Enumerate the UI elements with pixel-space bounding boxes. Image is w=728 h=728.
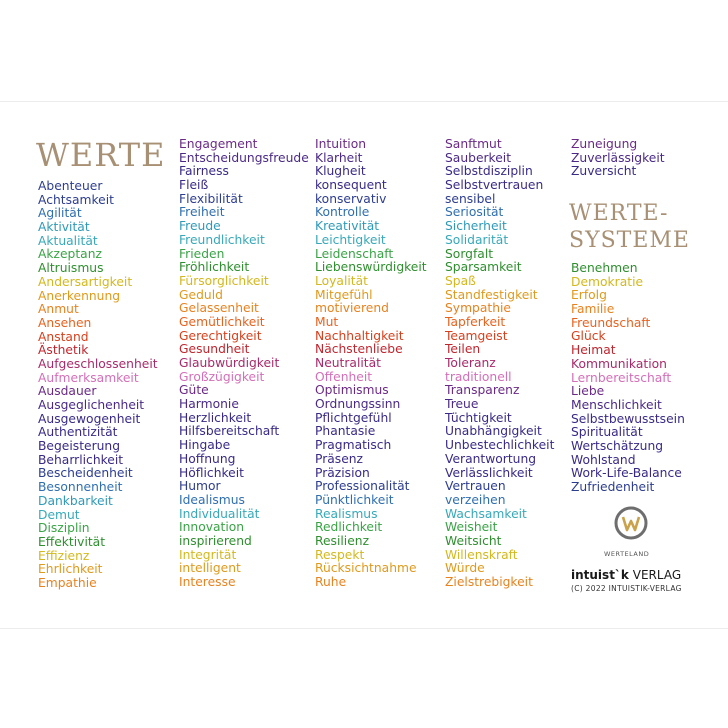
value-item: Klugheit: [315, 164, 366, 179]
value-item: motivierend: [315, 301, 389, 316]
value-item: Selbstbewusstsein: [571, 411, 685, 426]
copyright: (C) 2022 INTUISTIK-VERLAG: [571, 584, 682, 593]
value-item: Empathie: [38, 575, 97, 590]
value-item: Lernbereitschaft: [571, 370, 672, 385]
systems-title: [569, 200, 690, 254]
value-item: Leidenschaft: [315, 246, 394, 261]
systems-list: [571, 262, 685, 495]
value-item: Spiritualität: [571, 425, 643, 440]
value-item: Entscheidungsfreude: [179, 150, 309, 165]
value-item: Hoffnung: [179, 451, 236, 466]
value-item: Fairness: [179, 164, 229, 179]
value-item: inspirierend: [179, 533, 252, 548]
value-item: Liebe: [571, 384, 605, 399]
value-item: Loyalität: [315, 273, 368, 288]
value-item: Liebenswürdigkeit: [315, 260, 427, 275]
value-item: Altruismus: [38, 261, 104, 276]
value-item: Leichtigkeit: [315, 232, 386, 247]
value-item: Anmut: [38, 302, 79, 317]
value-item: Professionalität: [315, 479, 410, 494]
value-item: Dankbarkeit: [38, 493, 113, 508]
value-item: Gemütlichkeit: [179, 314, 265, 329]
value-item: Sicherheit: [445, 219, 507, 234]
value-item: Herzlichkeit: [179, 410, 252, 425]
value-item: Agilität: [38, 206, 82, 221]
value-item: Sympathie: [445, 301, 511, 316]
value-item: Disziplin: [38, 521, 90, 536]
value-item: Verlässlichkeit: [445, 465, 533, 480]
value-item: Realismus: [315, 506, 378, 521]
value-item: Selbstdisziplin: [445, 164, 533, 179]
value-item: Work-Life-Balance: [571, 466, 682, 481]
value-item: Individualität: [179, 506, 260, 521]
value-item: Phantasie: [315, 424, 376, 439]
value-item: Aufgeschlossenheit: [38, 356, 158, 371]
value-item: Achtsamkeit: [38, 192, 114, 207]
publisher-suffix: VERLAG: [628, 568, 682, 582]
value-item: Offenheit: [315, 369, 373, 384]
value-item: Resilienz: [315, 533, 370, 548]
values-card: [0, 101, 728, 629]
value-item: Wertschätzung: [571, 438, 664, 453]
value-item: sensibel: [445, 191, 496, 206]
value-item: Verantwortung: [445, 451, 537, 466]
value-item: Respekt: [315, 547, 365, 562]
value-item: Seriosität: [445, 205, 504, 220]
value-item: Toleranz: [445, 356, 496, 370]
value-item: Harmonie: [179, 397, 239, 412]
value-item: Selbstvertrauen: [445, 178, 544, 193]
value-item: Heimat: [571, 343, 616, 358]
value-item: Integrität: [179, 547, 237, 562]
value-item: Abenteuer: [38, 179, 103, 193]
value-item: Nachhaltigkeit: [315, 328, 404, 343]
value-item: Rücksichtnahme: [315, 561, 417, 576]
value-item: Flexibilität: [179, 191, 243, 206]
publisher-name: [571, 568, 681, 582]
value-item: Pflichtgefühl: [315, 410, 392, 425]
value-item: Freundlichkeit: [179, 232, 265, 247]
value-item: Aktualität: [38, 233, 98, 248]
value-item: Gerechtigkeit: [179, 328, 262, 343]
value-item: Zuversicht: [571, 164, 637, 179]
werteland-logo-icon: [614, 506, 648, 540]
value-item: Freiheit: [179, 205, 225, 220]
value-item: Spaß: [445, 273, 476, 288]
value-item: Familie: [571, 302, 615, 317]
values-column-1: [38, 180, 158, 591]
value-item: Präzision: [315, 465, 370, 480]
value-item: Nächstenliebe: [315, 342, 403, 357]
value-item: Transparenz: [445, 383, 520, 398]
value-item: Demut: [38, 507, 80, 522]
value-item: Teilen: [445, 342, 481, 357]
value-item: Güte: [179, 383, 209, 398]
value-item: Akzeptanz: [38, 247, 102, 262]
value-item: Tüchtigkeit: [445, 410, 512, 425]
value-item: konsequent: [315, 178, 387, 193]
value-item: Ausgeglichenheit: [38, 398, 145, 412]
value-item: Neutralität: [315, 356, 381, 370]
value-item: konservativ: [315, 191, 387, 206]
value-item: Großzügigkeit: [179, 369, 265, 384]
value-item: Ausgewogenheit: [38, 411, 141, 426]
value-item: Würde: [445, 561, 485, 576]
value-item: Pragmatisch: [315, 438, 392, 453]
value-item: Hingabe: [179, 438, 231, 453]
values-column-3: [315, 138, 427, 590]
value-item: Willenskraft: [445, 547, 518, 562]
value-item: Wachsamkeit: [445, 506, 527, 521]
value-item: Sorgfalt: [445, 246, 494, 261]
value-item: Sanftmut: [445, 137, 502, 151]
value-item: Wohlstand: [571, 452, 636, 467]
value-item: Teamgeist: [445, 328, 508, 343]
value-item: Fürsorglichkeit: [179, 273, 269, 288]
value-item: Solidarität: [445, 232, 509, 247]
value-item: Ausdauer: [38, 384, 97, 399]
systems-title-line-1: WERTE-: [569, 201, 669, 226]
value-item: Engagement: [179, 137, 258, 151]
value-item: Hilfsbereitschaft: [179, 424, 280, 439]
value-item: Ruhe: [315, 575, 347, 589]
value-item: Weitsicht: [445, 533, 502, 548]
publisher-brand: intuist`k: [571, 568, 629, 582]
value-item: Mitgefühl: [315, 287, 373, 302]
value-item: Optimismus: [315, 383, 389, 398]
value-item: Standfestigkeit: [445, 287, 538, 302]
value-item: Idealismus: [179, 492, 245, 507]
values-column-5: [571, 138, 665, 179]
values-column-4: [445, 138, 554, 590]
value-item: Höflichkeit: [179, 465, 244, 480]
value-item: Gelassenheit: [179, 301, 259, 316]
value-item: Aktivität: [38, 220, 90, 235]
value-item: Zuverlässigkeit: [571, 150, 665, 165]
value-item: Sauberkeit: [445, 150, 512, 165]
value-item: Kontrolle: [315, 205, 370, 220]
value-item: Besonnenheit: [38, 480, 123, 495]
logo-label: WERTELAND: [604, 550, 650, 558]
value-item: intelligent: [179, 561, 241, 576]
value-item: Fleiß: [179, 178, 209, 193]
value-item: Treue: [445, 397, 479, 412]
value-item: Innovation: [179, 520, 245, 535]
value-item: Weisheit: [445, 520, 498, 535]
value-item: Ordnungssinn: [315, 397, 401, 412]
value-item: Anstand: [38, 329, 89, 344]
value-item: Gesundheit: [179, 342, 250, 357]
value-item: Erfolg: [571, 288, 607, 303]
value-item: Ansehen: [38, 315, 92, 330]
value-item: Zufriedenheit: [571, 480, 655, 494]
page-title: WERTE: [36, 136, 166, 174]
value-item: Kommunikation: [571, 356, 667, 371]
value-item: Beharrlichkeit: [38, 452, 124, 467]
value-item: Unbestechlichkeit: [445, 438, 555, 453]
value-item: Ästhetik: [38, 343, 89, 358]
value-item: Intuition: [315, 137, 367, 151]
value-item: Aufmerksamkeit: [38, 370, 139, 385]
value-item: Sparsamkeit: [445, 260, 522, 275]
value-item: Humor: [179, 479, 221, 494]
value-item: Glaubwürdigkeit: [179, 356, 280, 370]
systems-title-line-2: SYSTEME: [569, 228, 690, 253]
value-item: traditionell: [445, 369, 512, 384]
value-item: Unabhängigkeit: [445, 424, 542, 439]
value-item: Andersartigkeit: [38, 274, 133, 289]
value-item: Menschlichkeit: [571, 397, 662, 412]
value-item: Klarheit: [315, 150, 363, 165]
value-item: Pünktlichkeit: [315, 492, 394, 507]
value-item: Demokratie: [571, 274, 644, 289]
value-item: Effizienz: [38, 548, 90, 563]
value-item: Ehrlichkeit: [38, 562, 103, 577]
value-item: Geduld: [179, 287, 223, 302]
value-item: Fröhlichkeit: [179, 260, 250, 275]
value-item: Mut: [315, 314, 339, 329]
value-item: Interesse: [179, 575, 236, 589]
value-item: Zuneigung: [571, 137, 638, 151]
value-item: Präsenz: [315, 451, 364, 466]
value-item: Authentizität: [38, 425, 118, 440]
value-item: Redlichkeit: [315, 520, 383, 535]
value-item: Freude: [179, 219, 221, 234]
value-item: Anerkennung: [38, 288, 121, 303]
value-item: verzeihen: [445, 492, 506, 507]
value-item: Zielstrebigkeit: [445, 575, 533, 589]
value-item: Glück: [571, 329, 606, 344]
value-item: Tapferkeit: [445, 314, 506, 329]
value-item: Frieden: [179, 246, 225, 261]
value-item: Bescheidenheit: [38, 466, 133, 481]
values-column-2: [179, 138, 309, 590]
value-item: Kreativität: [315, 219, 380, 234]
value-item: Benehmen: [571, 261, 638, 275]
value-item: Begeisterung: [38, 439, 121, 454]
value-item: Freundschaft: [571, 315, 651, 330]
value-item: Effektivität: [38, 534, 106, 549]
value-item: Vertrauen: [445, 479, 506, 494]
